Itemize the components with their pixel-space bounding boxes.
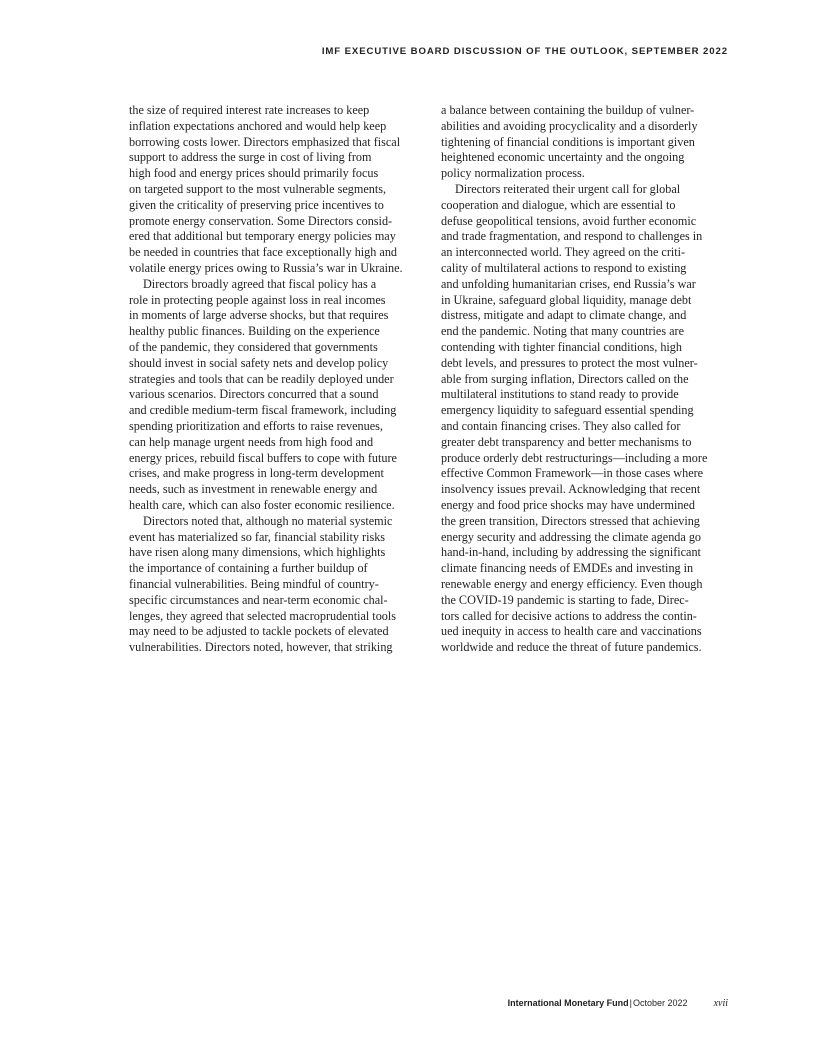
text-line: the size of required interest rate increases to keep	[129, 103, 370, 117]
text-line: distress, mitigate and adapt to climate change, and	[441, 308, 687, 323]
text-line: an interconnected world. They agreed on the criti-	[441, 245, 686, 260]
text-line: produce orderly debt restructurings—including a more	[441, 450, 708, 465]
text-line: support to address the surge in cost of living from	[129, 150, 372, 165]
text-line: volatile energy prices owing to Russia’s war in Ukraine.	[129, 260, 403, 275]
text-line: promote energy conservation. Some Directors consid-	[129, 213, 393, 228]
text-line: and unfolding humanitarian crises, end Russia’s war	[441, 276, 696, 291]
text-line: and contain financing crises. They also called for	[441, 418, 681, 433]
text-line: and trade fragmentation, and respond to challenges in	[441, 229, 703, 244]
text-line: worldwide and reduce the threat of future pandemics.	[441, 640, 702, 655]
text-line: can help manage urgent needs from high food and	[129, 434, 374, 449]
text-line: in Ukraine, safeguard global liquidity, manage debt	[441, 292, 692, 307]
left-column	[129, 103, 415, 656]
text-line: role in protecting people against loss in real incomes	[129, 292, 386, 307]
text-line: the green transition, Directors stressed that achieving	[441, 513, 700, 528]
text-line: spending prioritization and efforts to raise revenues,	[129, 418, 383, 433]
text-line: event has materialized so far, financial stability risks	[129, 529, 386, 544]
text-line: should invest in social safety nets and develop policy	[129, 355, 389, 370]
text-line: of the pandemic, they considered that governments	[129, 339, 378, 354]
text-line: Directors noted that, although no material systemic	[143, 513, 393, 528]
text-line: able from surging inflation, Directors called on the	[441, 371, 689, 386]
text-line: tors called for decisive actions to address the contin-	[441, 608, 697, 623]
text-line: effective Common Framework—in those cases where	[441, 466, 704, 481]
page-number: xvii	[713, 998, 728, 1009]
right-column	[441, 103, 727, 656]
text-line: end the pandemic. Noting that many countries are	[441, 324, 684, 339]
text-line: inflation expectations anchored and would help keep	[129, 118, 387, 133]
left-column-paragraph	[129, 103, 415, 277]
text-line: various scenarios. Directors concurred that a sound	[129, 387, 379, 402]
text-line: debt levels, and pressures to protect the most vulner-	[441, 355, 698, 370]
left-column-paragraph	[129, 277, 415, 514]
text-line: Directors reiterated their urgent call for global	[455, 181, 681, 196]
text-line: healthy public finances. Building on the experience	[129, 324, 380, 339]
text-line: renewable energy and energy efficiency. Even though	[441, 576, 703, 591]
text-line: financial vulnerabilities. Being mindful of country-	[129, 576, 379, 591]
text-line: tightening of financial conditions is important given	[441, 134, 695, 149]
text-line: multilateral institutions to stand ready to provide	[441, 387, 679, 402]
text-line: a balance between containing the buildup of vulner-	[441, 103, 695, 117]
text-line: specific circumstances and near-term economic chal-	[129, 592, 388, 607]
text-line: energy security and addressing the climate agenda go	[441, 529, 702, 544]
text-line: defuse geopolitical tensions, avoid further economic	[441, 213, 697, 228]
text-line: crises, and make progress in long-term development	[129, 466, 384, 481]
text-line: strategies and tools that can be readily deployed under	[129, 371, 394, 386]
text-line: ered that additional but temporary energy policies may	[129, 229, 396, 244]
footer-separator: |	[629, 998, 633, 1008]
right-column-paragraph	[441, 182, 727, 656]
text-line: energy and food price shocks may have undermined	[441, 497, 695, 512]
footer-date: October 2022	[633, 998, 688, 1008]
text-line: Directors broadly agreed that fiscal policy has a	[143, 276, 377, 291]
text-line: given the criticality of preserving price incentives to	[129, 197, 384, 212]
text-line: insolvency issues prevail. Acknowledging that recent	[441, 482, 701, 497]
text-line: hand-in-hand, including by addressing the significant	[441, 545, 701, 560]
right-column-paragraph	[441, 103, 727, 182]
text-line: climate financing needs of EMDEs and investing in	[441, 561, 694, 576]
text-line: and credible medium-term fiscal framework, including	[129, 403, 397, 418]
text-line: contending with tighter financial conditions, high	[441, 339, 682, 354]
text-line: policy normalization process.	[441, 166, 585, 181]
text-line: health care, which can also foster economic resilience.	[129, 497, 395, 512]
text-line: be needed in countries that face exceptionally high and	[129, 245, 398, 260]
text-line: high food and energy prices should primarily focus	[129, 166, 379, 181]
text-line: greater debt transparency and better mechanisms to	[441, 434, 692, 449]
text-line: in moments of large adverse shocks, but that requires	[129, 308, 389, 323]
text-line: vulnerabilities. Directors noted, however, that striking	[129, 640, 393, 655]
text-line: on targeted support to the most vulnerable segments,	[129, 181, 387, 196]
text-line: borrowing costs lower. Directors emphasized that fiscal	[129, 134, 401, 149]
text-line: the importance of containing a further buildup of	[129, 561, 368, 576]
running-header: IMF EXECUTIVE BOARD DISCUSSION OF THE OUTLOOK, SEPTEMBER 2022	[321, 46, 728, 57]
footer-organization: International Monetary Fund	[507, 998, 629, 1008]
text-line: have risen along many dimensions, which highlights	[129, 545, 386, 560]
text-line: may need to be adjusted to tackle pockets of elevated	[129, 624, 389, 639]
text-line: cooperation and dialogue, which are essential to	[441, 197, 676, 212]
text-line: needs, such as investment in renewable energy and	[129, 482, 378, 497]
text-line: the COVID-19 pandemic is starting to fade, Direc-	[441, 592, 689, 607]
text-line: cality of multilateral actions to respond to existing	[441, 260, 687, 275]
text-line: emergency liquidity to safeguard essential spending	[441, 403, 694, 418]
text-line: lenges, they agreed that selected macroprudential tools	[129, 608, 397, 623]
text-line: ued inequity in access to health care and vaccinations	[441, 624, 702, 639]
body-columns	[129, 103, 727, 703]
left-column-paragraph	[129, 514, 415, 656]
text-line: heightened economic uncertainty and the ongoing	[441, 150, 685, 165]
text-line: energy prices, rebuild fiscal buffers to cope with future	[129, 450, 397, 465]
text-line: abilities and avoiding procyclicality and a disorderly	[441, 118, 698, 133]
page-footer	[508, 998, 728, 1009]
